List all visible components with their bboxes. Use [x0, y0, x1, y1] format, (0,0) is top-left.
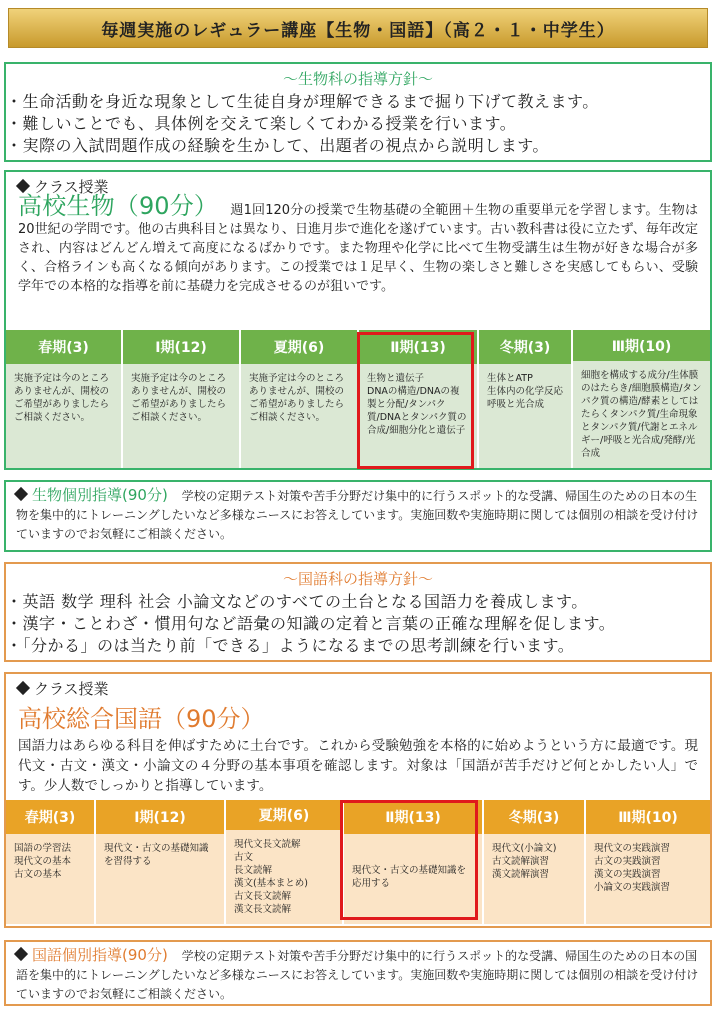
japanese-individual-panel [4, 940, 712, 1006]
term-content: 現代文・古文の基礎知識を応用する [344, 834, 482, 924]
biology-individual-panel [4, 480, 712, 552]
japanese-policy-item: ・ 漢字・ことわざ・慣用句など語彙の知識の定着と言葉の正確な理解を促します。 [20, 613, 710, 635]
term-content: 現代文・古文の基礎知識を習得する [96, 834, 224, 924]
japanese-class-heading: クラス授業 [34, 680, 109, 698]
term-name: 夏期(6) [241, 330, 357, 364]
term-column [6, 330, 123, 468]
term-name: 冬期(3) [484, 800, 584, 834]
term-column [6, 800, 96, 924]
term-content: 生物と遺伝子 DNAの構造/DNAの複製と分配/タンパク質/DNAとタンパク質の合成/細胞分化と遺伝子 [359, 364, 477, 468]
biology-course-title: 高校生物（90分） [18, 192, 219, 220]
japanese-policy-item: ・ 英語 数学 理科 社会 小論文などのすべての土台となる国語力を養成します。 [20, 591, 710, 613]
term-column [484, 800, 586, 924]
term-column [226, 800, 344, 924]
term-column [573, 330, 710, 468]
term-content: 現代文の実践演習 古文の実践演習 漢文の実践演習 小論文の実践演習 [586, 834, 710, 924]
japanese-policy-panel [4, 562, 712, 662]
term-name: 夏期(6) [226, 800, 342, 830]
term-name: Ⅱ期(13) [359, 330, 477, 364]
highlight-box [340, 800, 478, 920]
page-header [8, 8, 708, 48]
japanese-policy-title: 〜国語科の指導方針〜 [282, 570, 433, 588]
term-name: 冬期(3) [479, 330, 571, 364]
biology-policy-item: ・ 生命活動を身近な現象として生徒自身が理解できるまで掘り下げて教えます。 [20, 91, 710, 113]
diamond-icon [16, 179, 30, 193]
term-column [241, 330, 359, 468]
diamond-icon [14, 487, 28, 501]
biology-class-heading: クラス授業 [34, 178, 109, 196]
term-name: Ⅲ期(10) [573, 330, 710, 361]
biology-individual-text: 学校の定期テスト対策や苦手分野だけ集中的に行うスポット的な受講、帰国生のための日本の生物を集中的にトレーニングしたいなど多様なニースにお答えしています。実施回数や実施時期に関しては個別の相談を受け付けていますのでお気軽にご相談ください。 [16, 489, 699, 541]
term-column [586, 800, 710, 924]
japanese-course-title: 高校総合国語（90分） [18, 705, 265, 733]
japanese-individual-title: 国語個別指導(90分) [32, 946, 168, 964]
term-name: Ⅱ期(13) [344, 800, 482, 834]
biology-policy-title: 〜生物科の指導方針〜 [282, 70, 433, 88]
diamond-icon [14, 947, 28, 961]
page-title: 毎週実施のレギュラー講座【生物・国語】（高２・１・中学生） [101, 20, 615, 41]
term-content: 国語の学習法 現代文の基本 古文の基本 [6, 834, 94, 924]
term-name: Ⅰ期(12) [96, 800, 224, 834]
term-name: Ⅲ期(10) [586, 800, 710, 834]
highlight-box [357, 332, 474, 469]
term-column [96, 800, 226, 924]
biology-course-description: 週1回120分の授業で生物基礎の全範囲＋生物の重要単元を学習します。生物は20世紀の学問です。他の古典科目とは異なり、日進月歩で進化を遂げています。古い教科書は役に立たず、毎年改定され、内容はどんどん増えて高度になるばかりです。また物理や化学に比べて生物受講生は生物が好きな場合が多く、合格ラインも高くなる傾向があります。この授業では１足早く、生物の楽しさと難しさを実感してもらい、受験学年での本格的な指導を前に基礎力を完成させるのが狙いです。 [18, 203, 698, 294]
japanese-individual-text: 学校の定期テスト対策や苦手分野だけ集中的に行うスポット的な受講、帰国生のための日本の国語を集中的にトレーニングしたいなど多様なニースにお答えしています。実施回数や実施時期に関しては個別の相談を受け付けていますのでお気軽にご相談ください。 [16, 949, 699, 1001]
term-content: 現代文(小論文) 古文読解演習 漢文読解演習 [484, 834, 584, 924]
term-name: 春期(3) [6, 800, 94, 834]
term-content: 生体とATP 生体内の化学反応 呼吸と光合成 [479, 364, 571, 468]
term-content: 細胞を構成する成分/生体膜のはたらき/細胞膜構造/タンパク質の構造/酵素としてはたらくタンパク質/生命現象とタンパク質/代謝とエネルギー/呼吸と光合成/発酵/光合成 [573, 361, 710, 468]
japanese-policy-item: ・ 「分かる」のは当たり前「できる」ようになるまでの思考訓練を行います。 [20, 635, 710, 657]
term-content: 実施予定は今のところありませんが、開校のご希望がありましたらご相談ください。 [123, 364, 239, 468]
diamond-icon [16, 681, 30, 695]
term-name: Ⅰ期(12) [123, 330, 239, 364]
japanese-course-description: 国語力はあらゆる科目を伸ばすために土台です。これから受験勉強を本格的に始めようという方に最適です。現代文・古文・漢文・小論文の４分野の基本事項を確認します。対象は「国語が苦手だけど何とかしたい人」です。少人数でしっかりと指導しています。 [18, 738, 698, 794]
term-column [123, 330, 241, 468]
biology-policy-panel [4, 62, 712, 162]
biology-policy-item: ・ 実際の入試問題作成の経験を生かして、出題者の視点から説明します。 [20, 135, 710, 157]
biology-individual-title: 生物個別指導(90分) [32, 486, 168, 504]
term-content: 現代文長文読解 古文 長文読解 漢文(基本まとめ) 古文長文読解 漢文長文読解 [226, 830, 342, 924]
term-content: 実施予定は今のところありませんが、開校のご希望がありましたらご相談ください。 [6, 364, 121, 468]
term-name: 春期(3) [6, 330, 121, 364]
term-column [479, 330, 573, 468]
term-content: 実施予定は今のところありませんが、開校のご希望がありましたらご相談ください。 [241, 364, 357, 468]
biology-policy-item: ・ 難しいことでも、具体例を交えて楽しくてわかる授業を行います。 [20, 113, 710, 135]
